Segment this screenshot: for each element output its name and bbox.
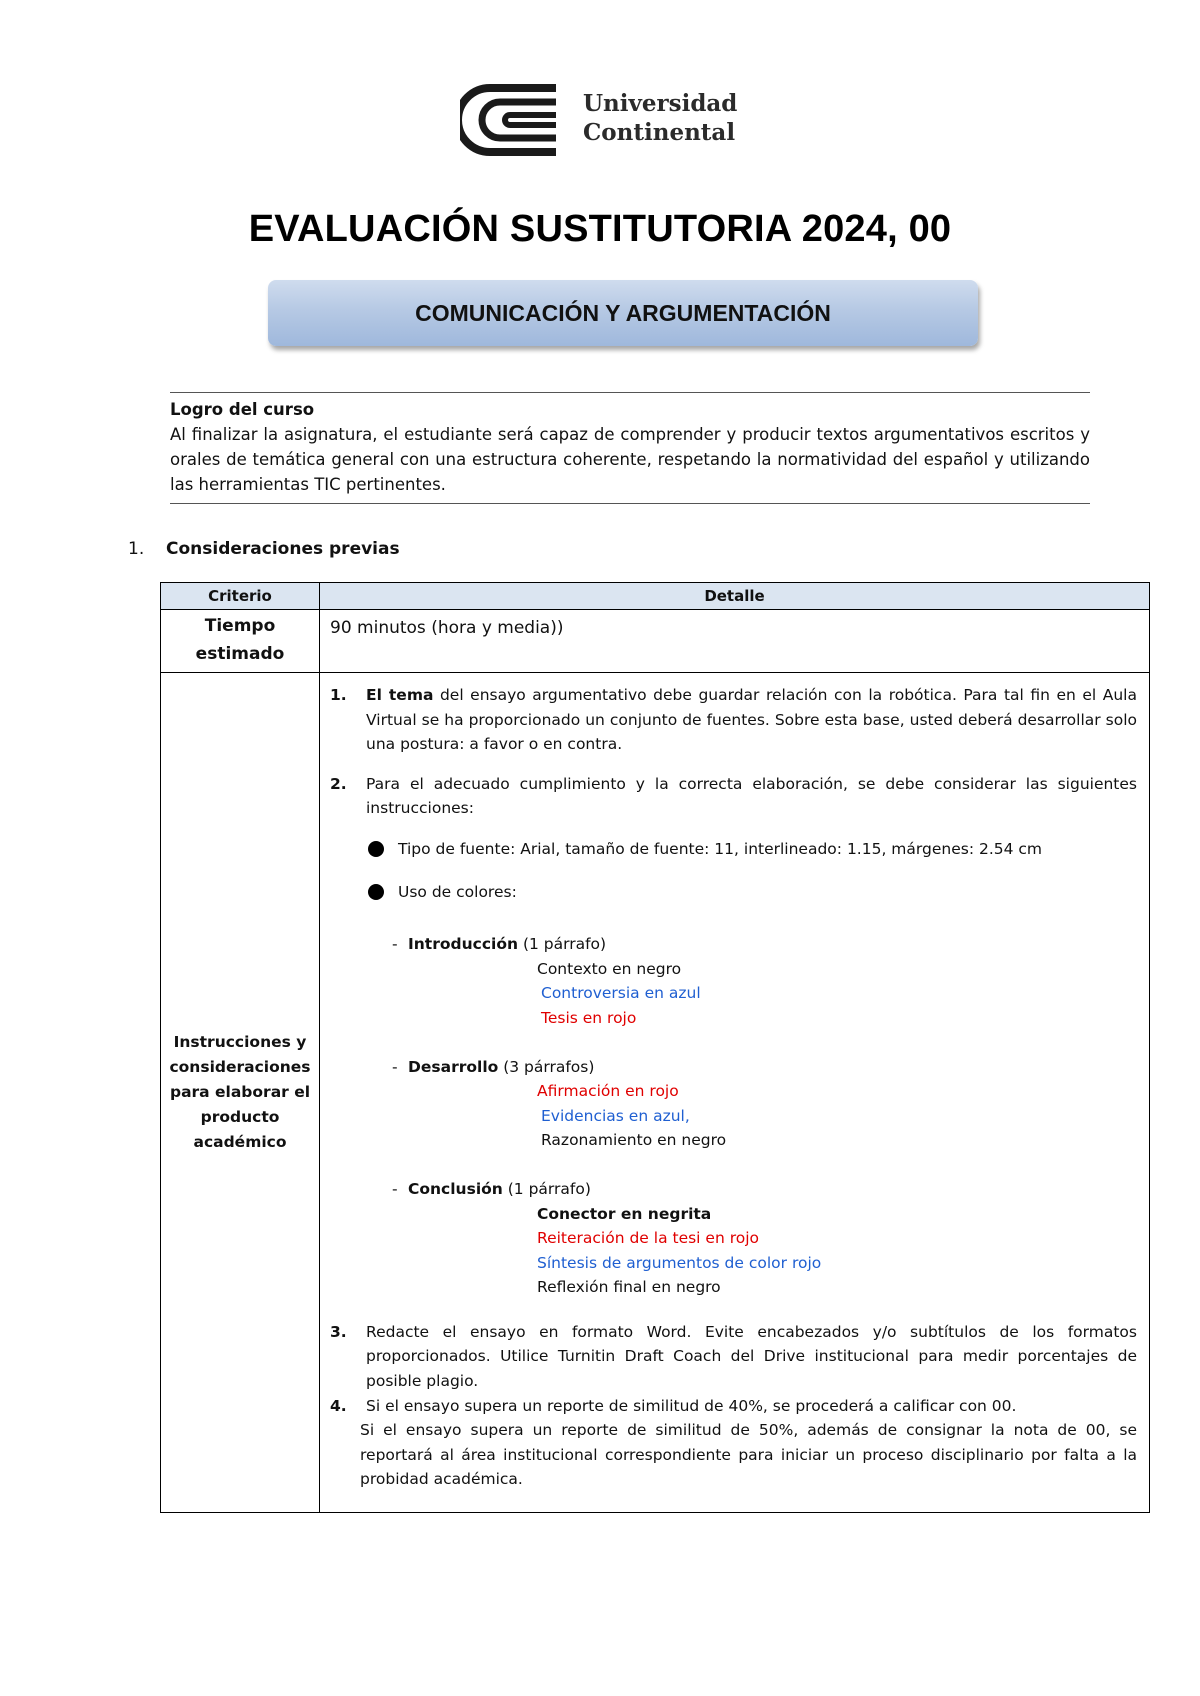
criterion-time-label: [161, 610, 320, 673]
instruction-item-1: [330, 683, 1137, 757]
conclusion-line-4: Reflexión final en negro: [537, 1278, 721, 1297]
table-header-row: [161, 583, 1150, 610]
item4-text-2: Si el ensayo supera un reporte de similitud de 50%, además de consignar la nota de 00, se reportará al área institucional correspondiente para iniciar un proceso disciplinario por falta a la probidad académica.: [360, 1421, 1137, 1489]
conclusion-line-1: Conector en negrita: [537, 1204, 712, 1223]
header-criterio: Criterio: [161, 583, 320, 610]
item3-text: Redacte el ensayo en formato Word. Evite encabezados y/o subtítulos de los formatos proporcionados. Utilice Turnitin Draft Coach del Drive institucional para medir porcentajes de posible plagio.: [366, 1322, 1137, 1391]
item1-bold: El tema: [366, 686, 434, 704]
section-heading: [128, 539, 400, 559]
logo-line-2: Continental: [583, 119, 736, 146]
bullet-colors: [330, 880, 1137, 905]
course-achievement-box: [170, 392, 1090, 504]
conclusion-line-2: Reiteración de la tesi en rojo: [537, 1229, 760, 1248]
criterion-time-label-b: estimado: [195, 644, 285, 664]
item-number: 4.: [330, 1396, 347, 1415]
achievement-body: Al finalizar la asignatura, el estudiante será capaz de comprender y producir textos argumentativos escritos y orales de temática general con una estructura coherente, respetando la normatividad del español y utilizando las herramientas TIC pertinentes.: [170, 425, 1090, 494]
logo-line-1: Universidad: [583, 90, 738, 117]
instruction-item-4: [330, 1394, 1137, 1419]
intro-heading: Introducción: [408, 935, 519, 954]
criterion-instructions-detail: [320, 673, 1150, 1513]
conclusion-block: - Conclusión (1 párrafo) Conector en negrita Reiteración de la tesi en rojo Síntesis de argumentos de color rojo Reflexión final en negro: [330, 1177, 1137, 1300]
section-number: 1.: [128, 539, 145, 559]
bullet-colors-text: Uso de colores:: [398, 882, 517, 901]
desarrollo-line-1: Afirmación en rojo: [537, 1082, 679, 1101]
criterion-instructions-label: Instrucciones y consideraciones para elaborar el producto académico: [161, 673, 320, 1513]
table-row: [161, 610, 1150, 673]
item1-text: del ensayo argumentativo debe guardar relación con la robótica. Para tal fin en el Aula Virtual se ha proporcionado un conjunto de fuentes. Sobre esta base, usted deberá desarrollar solo una postura: a favor o en contra.: [366, 686, 1137, 754]
intro-line-2: Controversia en azul: [541, 984, 701, 1003]
bullet-dot-icon: [368, 884, 384, 900]
intro-line-1: Contexto en negro: [537, 959, 682, 978]
document-title: EVALUACIÓN SUSTITUTORIA 2024, 00: [248, 208, 952, 250]
intro-block: - Introducción (1 párrafo) Contexto en negro Controversia en azul Tesis en rojo: [330, 932, 1137, 1030]
instruction-item-3: [330, 1320, 1137, 1394]
item2-text: Para el adecuado cumplimiento y la correcta elaboración, se debe considerar las siguientes instrucciones:: [366, 774, 1137, 818]
item-number: 2.: [330, 774, 347, 793]
item-number: 3.: [330, 1322, 347, 1341]
desarrollo-line-3: Razonamiento en negro: [541, 1131, 727, 1150]
desarrollo-line-2: Evidencias en azul,: [541, 1106, 690, 1125]
university-logo: [460, 82, 780, 158]
conclusion-heading: Conclusión: [408, 1179, 503, 1198]
criterion-time-value: 90 minutos (hora y media)): [320, 610, 1150, 673]
course-banner: COMUNICACIÓN Y ARGUMENTACIÓN: [268, 280, 978, 346]
conclusion-line-3: Síntesis de argumentos de color rojo: [537, 1253, 822, 1272]
bullet-dot-icon: [368, 841, 384, 857]
item-number: 1.: [330, 686, 347, 704]
university-emblem-icon: [460, 82, 570, 158]
bullet-font-text: Tipo de fuente: Arial, tamaño de fuente: 11, interlineado: 1.15, márgenes: 2.54 cm: [398, 839, 1043, 858]
section-title: Consideraciones previas: [166, 539, 400, 559]
criteria-table: [160, 582, 1150, 1513]
criterion-time-label-a: Tiempo: [204, 616, 276, 636]
instruction-item-2: [330, 772, 1137, 821]
table-row: [161, 673, 1150, 1513]
desarrollo-block: - Desarrollo (3 párrafos) Afirmación en rojo Evidencias en azul, Razonamiento en negro: [330, 1055, 1137, 1153]
logo-wordmark: [583, 89, 737, 147]
achievement-title: Logro del curso: [170, 400, 315, 419]
header-detalle: Detalle: [320, 583, 1150, 610]
item4-text: Si el ensayo supera un reporte de similitud de 40%, se procederá a calificar con 00.: [366, 1396, 1017, 1415]
bullet-font: [330, 837, 1137, 862]
desarrollo-heading: Desarrollo: [408, 1057, 499, 1076]
intro-line-3: Tesis en rojo: [541, 1008, 637, 1027]
